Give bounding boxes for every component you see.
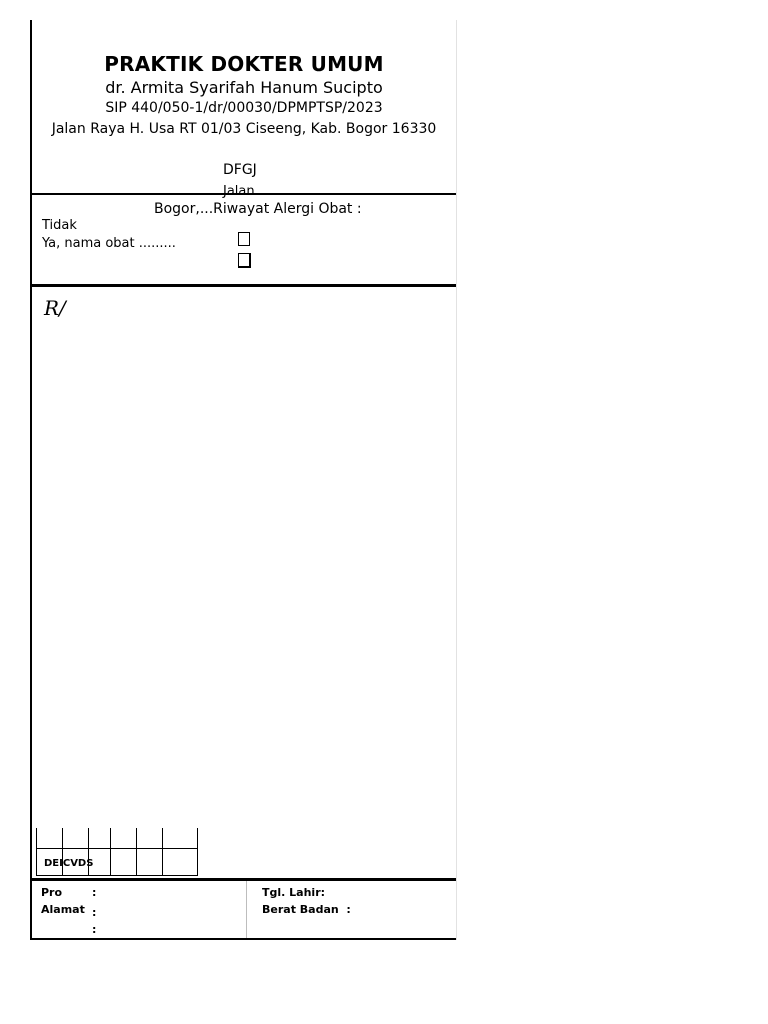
rx-symbol: R/ <box>44 296 66 320</box>
alamat-colon: : <box>92 906 97 919</box>
bogor-date-text: Bogor,.. <box>154 201 209 217</box>
footer-column-divider <box>246 881 247 939</box>
grid-line <box>162 828 163 876</box>
pro-colon: : <box>92 886 97 899</box>
practice-code: DFGJ <box>223 162 257 178</box>
grid-line <box>36 848 198 849</box>
alamat-label: Alamat <box>41 903 85 916</box>
allergy-history-label: .Riwayat Alergi Obat : <box>208 201 362 217</box>
weight-colon: : <box>346 903 351 916</box>
allergy-no-checkbox[interactable] <box>238 232 250 246</box>
footer-divider-bottom <box>32 938 456 940</box>
footer-divider-top <box>32 878 456 881</box>
place-date <box>154 201 362 217</box>
practice-address: Jalan Raya H. Usa RT 01/03 Ciseeng, Kab. Bogor 16330 <box>51 121 437 137</box>
extra-colon: : <box>92 923 97 936</box>
birth-date-label: Tgl. Lahir: <box>262 886 326 899</box>
allergy-no-label: Tidak <box>42 218 77 233</box>
allergy-yes-checkbox[interactable] <box>238 253 251 268</box>
grid-line <box>110 828 111 876</box>
weight-label <box>262 903 351 916</box>
grid-line <box>136 828 137 876</box>
sip-number: SIP 440/050-1/dr/00030/DPMPTSP/2023 <box>105 100 383 116</box>
allergy-divider <box>32 284 456 287</box>
grid-label: DEICVDS <box>44 858 94 869</box>
pro-label: Pro <box>41 886 63 899</box>
code-grid <box>36 828 198 876</box>
grid-line <box>36 828 37 876</box>
allergy-yes-label: Ya, nama obat ......... <box>42 236 176 251</box>
jalan-label: Jalan <box>223 184 255 199</box>
grid-line <box>36 875 198 876</box>
doctor-name: dr. Armita Syarifah Hanum Sucipto <box>105 78 383 97</box>
grid-line <box>197 828 198 876</box>
prescription-form <box>30 20 457 940</box>
weight-label-text: Berat Badan <box>262 903 339 916</box>
practice-title: PRAKTIK DOKTER UMUM <box>104 52 384 76</box>
